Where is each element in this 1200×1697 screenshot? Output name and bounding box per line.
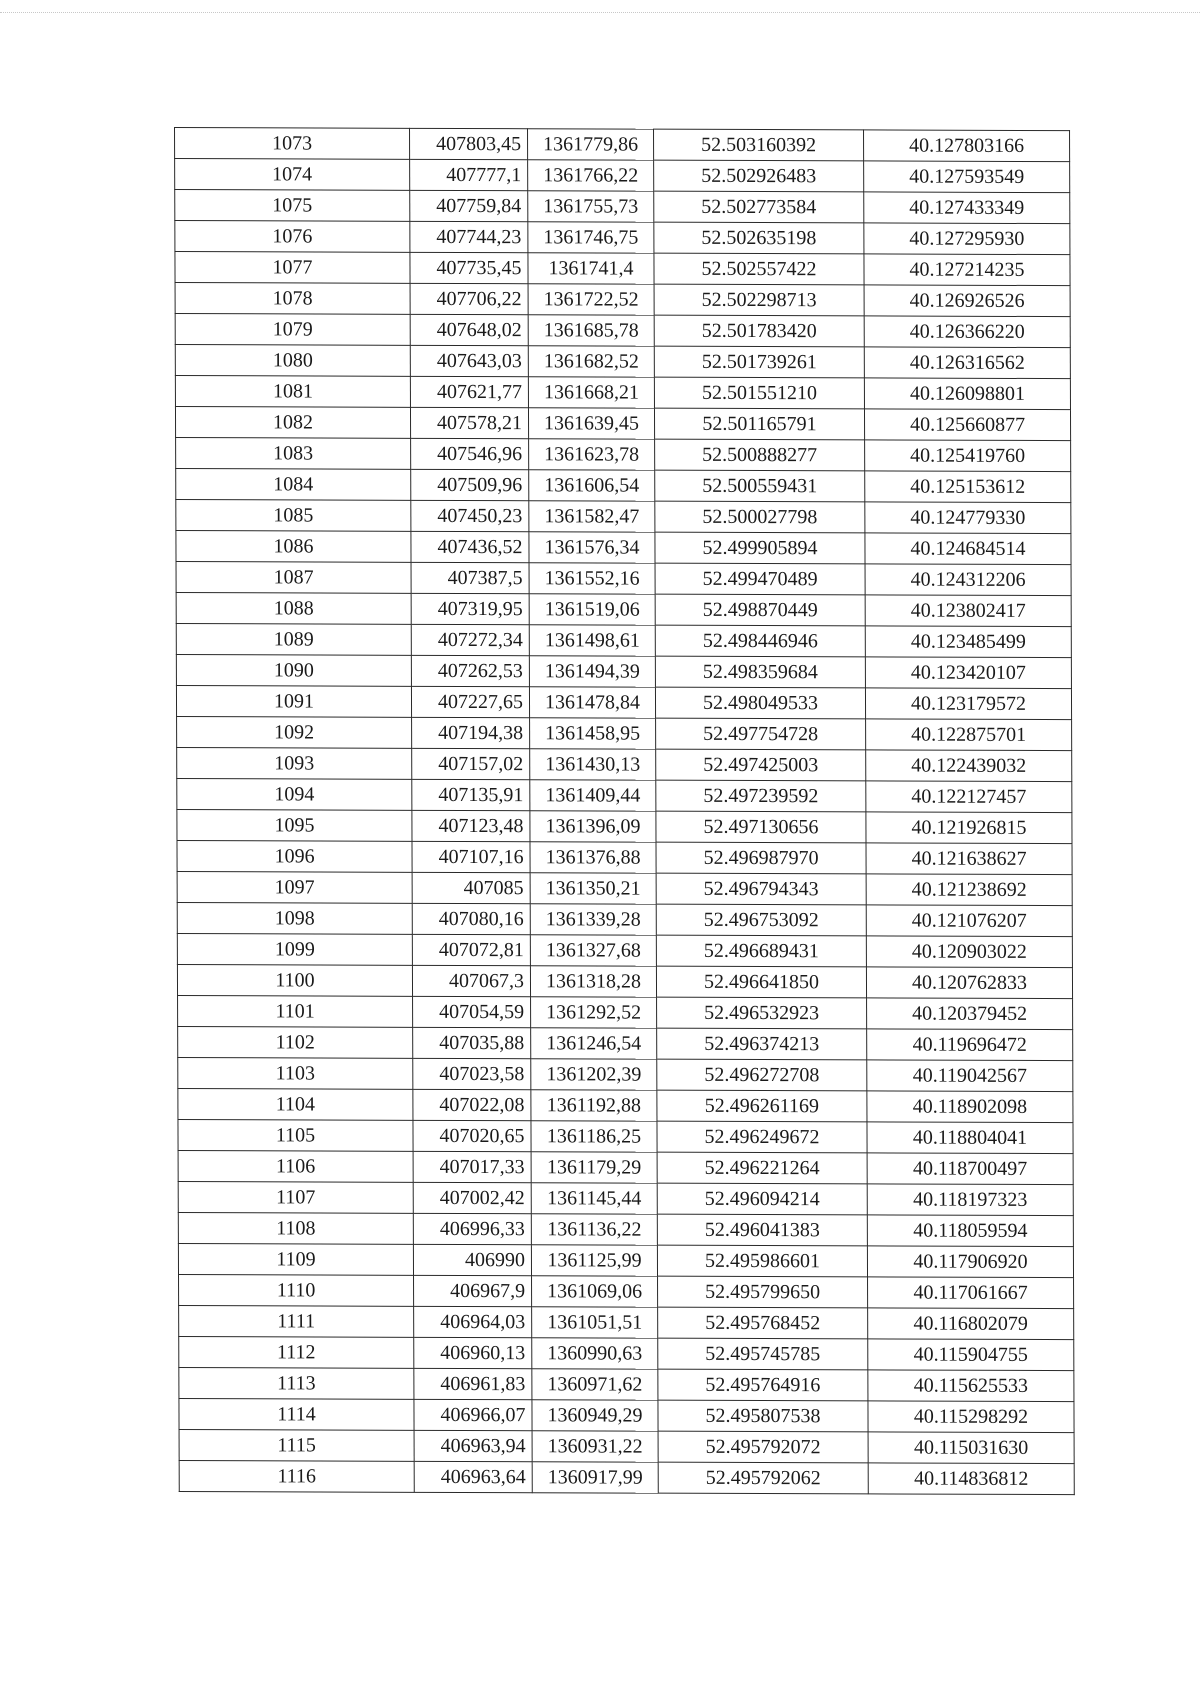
coord-y-cell: 1361192,88 <box>531 1090 657 1121</box>
point-number-cell: 1103 <box>178 1057 413 1089</box>
coord-x-cell: 407262,53 <box>411 655 529 686</box>
point-number-cell: 1074 <box>175 159 410 191</box>
table-row <box>179 1305 1074 1339</box>
table-row <box>177 840 1072 874</box>
longitude-cell: 40.115625533 <box>868 1370 1074 1402</box>
scan-top-edge <box>0 12 1200 13</box>
latitude-cell: 52.503160392 <box>654 129 864 161</box>
coord-y-cell: 1360990,63 <box>532 1338 658 1369</box>
coord-y-cell: 1361246,54 <box>531 1028 657 1059</box>
coordinates-table <box>174 127 1075 1495</box>
table-row <box>176 530 1071 564</box>
table-row <box>175 407 1070 441</box>
longitude-cell: 40.122875701 <box>866 719 1072 751</box>
coord-x-cell: 407759,84 <box>410 190 528 221</box>
longitude-cell: 40.119696472 <box>867 1029 1073 1061</box>
coord-y-cell: 1361430,13 <box>530 749 656 780</box>
longitude-cell: 40.127295930 <box>864 223 1070 255</box>
longitude-cell: 40.126926526 <box>864 285 1070 317</box>
longitude-cell: 40.121926815 <box>866 812 1072 844</box>
coord-x-cell: 406963,94 <box>414 1430 532 1461</box>
point-number-cell: 1116 <box>179 1460 414 1492</box>
coord-y-cell: 1360917,99 <box>532 1462 658 1493</box>
point-number-cell: 1082 <box>175 407 410 439</box>
latitude-cell: 52.497754728 <box>656 718 866 750</box>
latitude-cell: 52.496041383 <box>657 1214 867 1246</box>
point-number-cell: 1086 <box>176 530 411 562</box>
coord-y-cell: 1361339,28 <box>530 904 656 935</box>
latitude-cell: 52.502773584 <box>654 191 864 223</box>
longitude-cell: 40.123485499 <box>865 626 1071 658</box>
point-number-cell: 1088 <box>176 592 411 624</box>
latitude-cell: 52.495764916 <box>658 1369 868 1401</box>
point-number-cell: 1076 <box>175 221 410 253</box>
table-row <box>176 561 1071 595</box>
table-row <box>176 654 1071 688</box>
table-row <box>179 1367 1074 1401</box>
point-number-cell: 1107 <box>178 1181 413 1213</box>
table-row <box>175 159 1070 193</box>
longitude-cell: 40.124684514 <box>865 533 1071 565</box>
latitude-cell: 52.496272708 <box>657 1059 867 1091</box>
coord-x-cell: 407054,59 <box>413 996 531 1027</box>
latitude-cell: 52.500559431 <box>655 470 865 502</box>
point-number-cell: 1105 <box>178 1119 413 1151</box>
coordinates-table-container <box>174 127 1069 1492</box>
table-row <box>175 345 1070 379</box>
coord-x-cell: 407135,91 <box>412 779 530 810</box>
longitude-cell: 40.123179572 <box>865 688 1071 720</box>
coord-y-cell: 1361576,34 <box>529 532 655 563</box>
latitude-cell: 52.496221264 <box>657 1152 867 1184</box>
longitude-cell: 40.125419760 <box>865 440 1071 472</box>
coord-x-cell: 407072,81 <box>412 934 530 965</box>
latitude-cell: 52.498870449 <box>655 594 865 626</box>
point-number-cell: 1112 <box>179 1336 414 1368</box>
longitude-cell: 40.122439032 <box>866 750 1072 782</box>
point-number-cell: 1073 <box>175 128 410 160</box>
table-row <box>177 809 1072 843</box>
point-number-cell: 1100 <box>177 964 412 996</box>
table-row <box>178 1026 1073 1060</box>
coord-y-cell: 1361606,54 <box>529 470 655 501</box>
point-number-cell: 1097 <box>177 871 412 903</box>
coord-x-cell: 407085 <box>412 872 530 903</box>
latitude-cell: 52.501165791 <box>654 408 864 440</box>
coord-y-cell: 1361519,06 <box>529 594 655 625</box>
coord-y-cell: 1361668,21 <box>528 377 654 408</box>
latitude-cell: 52.496753092 <box>656 904 866 936</box>
point-number-cell: 1108 <box>178 1212 413 1244</box>
coord-y-cell: 1361069,06 <box>532 1276 658 1307</box>
longitude-cell: 40.120762833 <box>866 967 1072 999</box>
latitude-cell: 52.496094214 <box>657 1183 867 1215</box>
longitude-cell: 40.118059594 <box>867 1215 1073 1247</box>
coord-y-cell: 1361125,99 <box>531 1245 657 1276</box>
coord-x-cell: 407020,65 <box>413 1120 531 1151</box>
coord-y-cell: 1361746,75 <box>528 222 654 253</box>
table-row <box>179 1274 1074 1308</box>
longitude-cell: 40.117906920 <box>867 1246 1073 1278</box>
coord-x-cell: 407107,16 <box>412 841 530 872</box>
longitude-cell: 40.127593549 <box>864 161 1070 193</box>
coord-x-cell: 406961,83 <box>414 1368 532 1399</box>
coord-y-cell: 1361682,52 <box>528 346 654 377</box>
coord-y-cell: 1361722,52 <box>528 284 654 315</box>
coord-y-cell: 1361396,09 <box>530 811 656 842</box>
table-row <box>178 995 1073 1029</box>
latitude-cell: 52.498049533 <box>655 687 865 719</box>
point-number-cell: 1115 <box>179 1429 414 1461</box>
coord-y-cell: 1361409,44 <box>530 780 656 811</box>
table-row <box>175 252 1070 286</box>
latitude-cell: 52.499905894 <box>655 532 865 564</box>
table-row <box>175 128 1070 162</box>
table-row <box>177 778 1072 812</box>
table-row <box>178 1057 1073 1091</box>
coord-x-cell: 407080,16 <box>412 903 530 934</box>
longitude-cell: 40.115031630 <box>868 1432 1074 1464</box>
point-number-cell: 1096 <box>177 840 412 872</box>
latitude-cell: 52.495807538 <box>658 1400 868 1432</box>
longitude-cell: 40.125660877 <box>864 409 1070 441</box>
point-number-cell: 1084 <box>176 468 411 500</box>
coord-y-cell: 1361327,68 <box>530 935 656 966</box>
coord-x-cell: 407035,88 <box>413 1027 531 1058</box>
table-row <box>176 623 1071 657</box>
coord-x-cell: 407643,03 <box>410 345 528 376</box>
coord-x-cell: 407319,95 <box>411 593 529 624</box>
point-number-cell: 1101 <box>178 995 413 1027</box>
coord-x-cell: 406966,07 <box>414 1399 532 1430</box>
coord-x-cell: 407450,23 <box>411 500 529 531</box>
coord-y-cell: 1361582,47 <box>529 501 655 532</box>
coord-x-cell: 406960,13 <box>414 1337 532 1368</box>
coord-x-cell: 407578,21 <box>410 407 528 438</box>
coord-x-cell: 407022,08 <box>413 1089 531 1120</box>
coord-y-cell: 1361766,22 <box>528 160 654 191</box>
coord-y-cell: 1361179,29 <box>531 1152 657 1183</box>
longitude-cell: 40.118197323 <box>867 1184 1073 1216</box>
point-number-cell: 1093 <box>177 747 412 779</box>
point-number-cell: 1102 <box>178 1026 413 1058</box>
latitude-cell: 52.498359684 <box>655 656 865 688</box>
coordinates-table-body <box>175 128 1075 1495</box>
latitude-cell: 52.502926483 <box>654 160 864 192</box>
coord-y-cell: 1361779,86 <box>528 129 654 160</box>
table-row <box>175 190 1070 224</box>
coord-x-cell: 407272,34 <box>411 624 529 655</box>
coord-x-cell: 407803,45 <box>410 128 528 159</box>
longitude-cell: 40.114836812 <box>868 1463 1074 1495</box>
longitude-cell: 40.126316562 <box>864 347 1070 379</box>
point-number-cell: 1081 <box>175 376 410 408</box>
coord-x-cell: 407509,96 <box>411 469 529 500</box>
coord-x-cell: 407157,02 <box>412 748 530 779</box>
coord-x-cell: 407023,58 <box>413 1058 531 1089</box>
longitude-cell: 40.115298292 <box>868 1401 1074 1433</box>
coord-y-cell: 1361145,44 <box>531 1183 657 1214</box>
coord-x-cell: 407436,52 <box>411 531 529 562</box>
coord-y-cell: 1360971,62 <box>532 1369 658 1400</box>
table-row <box>178 1243 1073 1277</box>
longitude-cell: 40.116802079 <box>868 1308 1074 1340</box>
longitude-cell: 40.121638627 <box>866 843 1072 875</box>
latitude-cell: 52.502635198 <box>654 222 864 254</box>
coord-x-cell: 406996,33 <box>413 1213 531 1244</box>
table-row <box>178 1212 1073 1246</box>
coord-y-cell: 1361494,39 <box>529 656 655 687</box>
longitude-cell: 40.118902098 <box>867 1091 1073 1123</box>
latitude-cell: 52.497130656 <box>656 811 866 843</box>
coord-y-cell: 1360931,22 <box>532 1431 658 1462</box>
coord-y-cell: 1361136,22 <box>531 1214 657 1245</box>
latitude-cell: 52.496987970 <box>656 842 866 874</box>
longitude-cell: 40.127433349 <box>864 192 1070 224</box>
table-row <box>179 1429 1074 1463</box>
longitude-cell: 40.117061667 <box>868 1277 1074 1309</box>
point-number-cell: 1106 <box>178 1150 413 1182</box>
longitude-cell: 40.123420107 <box>865 657 1071 689</box>
table-row <box>179 1398 1074 1432</box>
coord-y-cell: 1361458,95 <box>530 718 656 749</box>
point-number-cell: 1094 <box>177 778 412 810</box>
latitude-cell: 52.499470489 <box>655 563 865 595</box>
table-row <box>177 747 1072 781</box>
coord-y-cell: 1361292,52 <box>531 997 657 1028</box>
table-row <box>179 1336 1074 1370</box>
point-number-cell: 1078 <box>175 283 410 315</box>
latitude-cell: 52.496794343 <box>656 873 866 905</box>
latitude-cell: 52.501739261 <box>654 346 864 378</box>
longitude-cell: 40.127803166 <box>864 130 1070 162</box>
point-number-cell: 1099 <box>177 933 412 965</box>
coord-x-cell: 407546,96 <box>411 438 529 469</box>
coord-x-cell: 406963,64 <box>414 1461 532 1492</box>
table-row <box>178 1119 1073 1153</box>
longitude-cell: 40.126098801 <box>864 378 1070 410</box>
coord-x-cell: 407123,48 <box>412 810 530 841</box>
table-row <box>178 1088 1073 1122</box>
coord-y-cell: 1361376,88 <box>530 842 656 873</box>
coord-y-cell: 1361202,39 <box>531 1059 657 1090</box>
coord-x-cell: 407387,5 <box>411 562 529 593</box>
latitude-cell: 52.496532923 <box>657 997 867 1029</box>
point-number-cell: 1077 <box>175 252 410 284</box>
latitude-cell: 52.496261169 <box>657 1090 867 1122</box>
longitude-cell: 40.118804041 <box>867 1122 1073 1154</box>
latitude-cell: 52.495768452 <box>658 1307 868 1339</box>
latitude-cell: 52.496641850 <box>656 966 866 998</box>
longitude-cell: 40.118700497 <box>867 1153 1073 1185</box>
coord-x-cell: 407706,22 <box>410 283 528 314</box>
table-row <box>177 871 1072 905</box>
point-number-cell: 1087 <box>176 561 411 593</box>
coord-y-cell: 1361552,16 <box>529 563 655 594</box>
latitude-cell: 52.500888277 <box>655 439 865 471</box>
coord-y-cell: 1361623,78 <box>529 439 655 470</box>
coord-y-cell: 1361478,84 <box>529 687 655 718</box>
table-row <box>176 685 1071 719</box>
point-number-cell: 1085 <box>176 499 411 531</box>
coord-x-cell: 407194,38 <box>412 717 530 748</box>
table-row <box>175 314 1070 348</box>
table-row <box>175 376 1070 410</box>
latitude-cell: 52.498446946 <box>655 625 865 657</box>
table-row <box>177 902 1072 936</box>
coord-y-cell: 1361755,73 <box>528 191 654 222</box>
latitude-cell: 52.497425003 <box>656 749 866 781</box>
coord-x-cell: 407017,33 <box>413 1151 531 1182</box>
longitude-cell: 40.121238692 <box>866 874 1072 906</box>
table-row <box>176 592 1071 626</box>
coord-y-cell: 1361051,51 <box>532 1307 658 1338</box>
longitude-cell: 40.122127457 <box>866 781 1072 813</box>
latitude-cell: 52.500027798 <box>655 501 865 533</box>
latitude-cell: 52.495986601 <box>657 1245 867 1277</box>
table-row <box>176 468 1071 502</box>
point-number-cell: 1090 <box>176 654 411 686</box>
longitude-cell: 40.127214235 <box>864 254 1070 286</box>
point-number-cell: 1092 <box>177 716 412 748</box>
longitude-cell: 40.115904755 <box>868 1339 1074 1371</box>
coord-y-cell: 1361350,21 <box>530 873 656 904</box>
table-row <box>176 437 1071 471</box>
latitude-cell: 52.495792062 <box>658 1462 868 1494</box>
coord-x-cell: 406964,03 <box>414 1306 532 1337</box>
longitude-cell: 40.121076207 <box>866 905 1072 937</box>
point-number-cell: 1083 <box>176 437 411 469</box>
coord-y-cell: 1361498,61 <box>529 625 655 656</box>
latitude-cell: 52.496689431 <box>656 935 866 967</box>
latitude-cell: 52.501551210 <box>654 377 864 409</box>
latitude-cell: 52.497239592 <box>656 780 866 812</box>
longitude-cell: 40.119042567 <box>867 1060 1073 1092</box>
latitude-cell: 52.496374213 <box>657 1028 867 1060</box>
point-number-cell: 1080 <box>175 345 410 377</box>
table-row <box>177 933 1072 967</box>
point-number-cell: 1089 <box>176 623 411 655</box>
latitude-cell: 52.502298713 <box>654 284 864 316</box>
table-row <box>179 1460 1074 1494</box>
point-number-cell: 1095 <box>177 809 412 841</box>
point-number-cell: 1114 <box>179 1398 414 1430</box>
longitude-cell: 40.120379452 <box>867 998 1073 1030</box>
point-number-cell: 1079 <box>175 314 410 346</box>
latitude-cell: 52.495745785 <box>658 1338 868 1370</box>
coord-y-cell: 1361318,28 <box>530 966 656 997</box>
table-row <box>177 716 1072 750</box>
coord-x-cell: 407744,23 <box>410 221 528 252</box>
longitude-cell: 40.125153612 <box>865 471 1071 503</box>
table-row <box>175 221 1070 255</box>
coord-y-cell: 1361186,25 <box>531 1121 657 1152</box>
latitude-cell: 52.495799650 <box>658 1276 868 1308</box>
table-row <box>177 964 1072 998</box>
coord-y-cell: 1361639,45 <box>528 408 654 439</box>
coord-x-cell: 407002,42 <box>413 1182 531 1213</box>
table-row <box>175 283 1070 317</box>
longitude-cell: 40.126366220 <box>864 316 1070 348</box>
coord-y-cell: 1360949,29 <box>532 1400 658 1431</box>
point-number-cell: 1109 <box>178 1243 413 1275</box>
point-number-cell: 1098 <box>177 902 412 934</box>
point-number-cell: 1111 <box>179 1305 414 1337</box>
coord-x-cell: 406967,9 <box>414 1275 532 1306</box>
longitude-cell: 40.120903022 <box>866 936 1072 968</box>
table-row <box>178 1181 1073 1215</box>
table-row <box>176 499 1071 533</box>
coord-x-cell: 406990 <box>413 1244 531 1275</box>
longitude-cell: 40.123802417 <box>865 595 1071 627</box>
latitude-cell: 52.501783420 <box>654 315 864 347</box>
point-number-cell: 1110 <box>179 1274 414 1306</box>
coord-x-cell: 407067,3 <box>412 965 530 996</box>
latitude-cell: 52.502557422 <box>654 253 864 285</box>
coord-x-cell: 407621,77 <box>410 376 528 407</box>
point-number-cell: 1091 <box>176 685 411 717</box>
coord-x-cell: 407648,02 <box>410 314 528 345</box>
table-row <box>178 1150 1073 1184</box>
coord-x-cell: 407227,65 <box>411 686 529 717</box>
longitude-cell: 40.124779330 <box>865 502 1071 534</box>
longitude-cell: 40.124312206 <box>865 564 1071 596</box>
coord-y-cell: 1361741,4 <box>528 253 654 284</box>
latitude-cell: 52.496249672 <box>657 1121 867 1153</box>
coord-x-cell: 407735,45 <box>410 252 528 283</box>
coord-x-cell: 407777,1 <box>410 159 528 190</box>
point-number-cell: 1075 <box>175 190 410 222</box>
coord-y-cell: 1361685,78 <box>528 315 654 346</box>
latitude-cell: 52.495792072 <box>658 1431 868 1463</box>
point-number-cell: 1113 <box>179 1367 414 1399</box>
point-number-cell: 1104 <box>178 1088 413 1120</box>
